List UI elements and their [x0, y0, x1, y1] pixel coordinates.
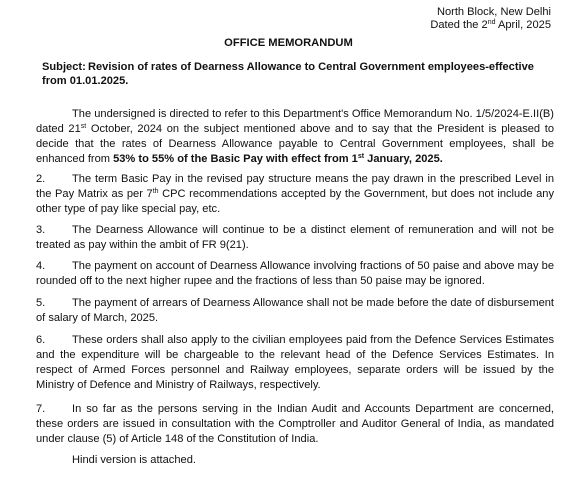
- paragraph-number: 2.: [36, 173, 46, 185]
- paragraph-text: The payment of arrears of Dearness Allowance shall not be made before the date of disbursement of salary of March, 2025.: [36, 297, 554, 324]
- address-line: North Block, New Delhi: [436, 6, 551, 18]
- subject-label: Subject:: [42, 61, 86, 73]
- paragraph-1: [36, 107, 554, 167]
- bold-text: [113, 153, 443, 165]
- paragraph-2: [36, 172, 554, 217]
- bold-span: January, 2025.: [364, 153, 443, 165]
- paragraph-text: These orders shall also apply to the civilian employees paid from the Defence Services Estimates and the expenditure will be chargeable to the relevant head of the Defence Services Estimates. In respect of Armed Forces personnel and Railway employees, separate orders will be issued by the Ministry of Defence and Ministry of Railways, respectively.: [36, 334, 554, 391]
- subject-text: Revision of rates of Dearness Allowance to Central Government employees-effective from 01.01.2025.: [42, 61, 534, 87]
- date-superscript: nd: [487, 19, 496, 26]
- paragraph-7: [36, 402, 554, 447]
- superscript: st: [80, 123, 87, 130]
- superscript: th: [152, 188, 159, 195]
- paragraph-text: The term Basic Pay in the revised pay structure means the pay drawn in the prescribed Level in the Pay Matrix as per 7: [36, 173, 554, 200]
- paragraph-5: [36, 296, 554, 326]
- paragraph-number: 5.: [36, 297, 46, 309]
- subject-line: [42, 60, 560, 88]
- date-line: [430, 19, 551, 32]
- document-title: OFFICE MEMORANDUM: [224, 37, 353, 49]
- superscript: st: [357, 153, 365, 160]
- paragraph-6: [36, 333, 554, 393]
- paragraph-3: [36, 223, 554, 253]
- closing-note: Hindi version is attached.: [72, 454, 196, 466]
- paragraph-number: 3.: [36, 224, 46, 236]
- paragraph-text: October, 2024 on the subject mentioned above and to say that the President is pleased to decide that the rates of Dearness Allowance payable to Central Government employees, shall be enhanced from: [36, 123, 554, 165]
- paragraph-number: 6.: [36, 334, 46, 346]
- bold-span: 53% to 55% of the Basic Pay with effect from 1: [113, 153, 358, 165]
- date-suffix: April, 2025: [495, 19, 551, 31]
- paragraph-text: CPC recommendations accepted by the Government, but does not include any other type of pay like special pay, etc.: [36, 188, 555, 215]
- paragraph-text: The payment on account of Dearness Allowance involving fractions of 50 paise and above may be rounded off to the next higher rupee and the fractions of less than 50 paise may be ignored.: [36, 260, 554, 287]
- paragraph-4: [36, 259, 554, 289]
- paragraph-text: The Dearness Allowance will continue to be a distinct element of remuneration and will not be treated as pay within the ambit of FR 9(21).: [36, 224, 554, 251]
- paragraph-text: The undersigned is directed to refer to this Department's Office Memorandum No. 1/5/2024-E.II(B) dated 21: [36, 108, 554, 135]
- address-block: [430, 6, 551, 32]
- date-prefix: Dated the 2: [430, 19, 488, 31]
- paragraph-number: 4.: [36, 260, 46, 272]
- paragraph-number: 7.: [36, 403, 46, 415]
- paragraph-text: In so far as the persons serving in the Indian Audit and Accounts Department are concerned, these orders are issued in consultation with the Comptroller and Auditor General of India, as mandated under clause (5) of Article 148 of the Constitution of India.: [36, 403, 554, 445]
